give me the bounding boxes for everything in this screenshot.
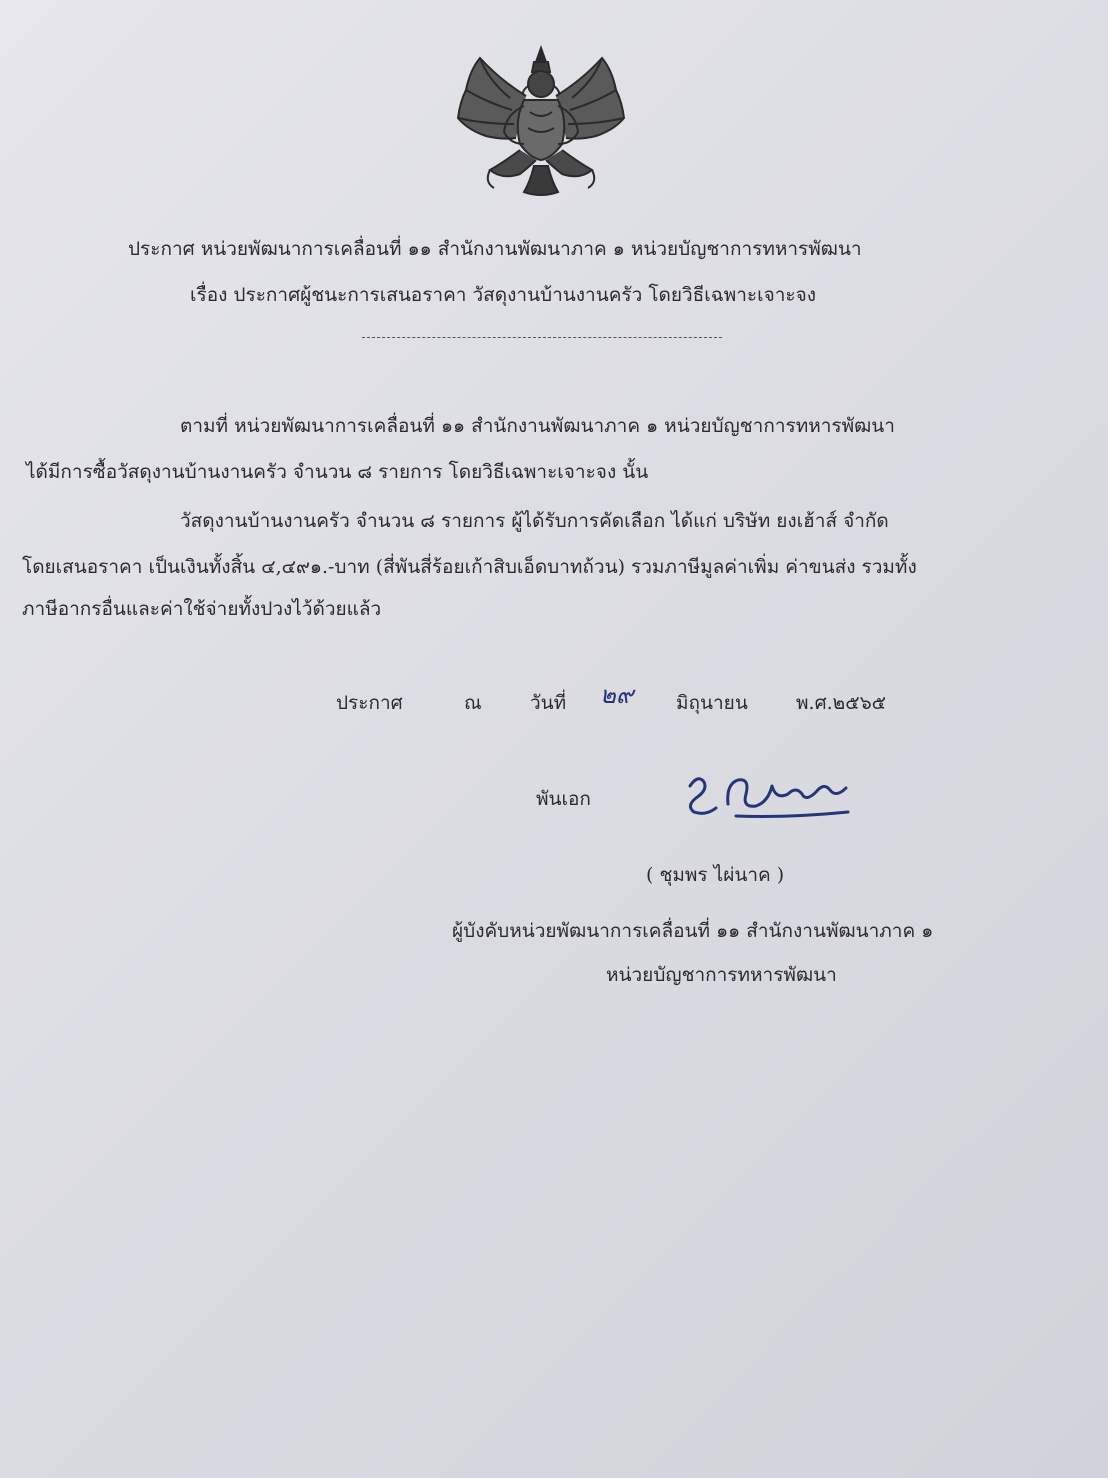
header-divider (362, 337, 722, 338)
date-day-label: วันที่ (530, 692, 567, 714)
body-paragraph-2-line-1: วัสดุงานบ้านงานครัว จำนวน ๘ รายการ ผู้ได้รับการคัดเลือก ได้แก่ บริษัท ยงเฮ้าส์ จำกัด (180, 510, 889, 532)
signer-title-line-1: ผู้บังคับหน่วยพัฒนาการเคลื่อนที่ ๑๑ สำนักงานพัฒนาภาค ๑ (452, 920, 934, 942)
header-line-1: ประกาศ หน่วยพัฒนาการเคลื่อนที่ ๑๑ สำนักงานพัฒนาภาค ๑ หน่วยบัญชาการทหารพัฒนา (128, 238, 862, 260)
signer-rank: พันเอก (536, 788, 591, 810)
body-paragraph-2-line-3: ภาษีอากรอื่นและค่าใช้จ่ายทั้งปวงไว้ด้วยแล้ว (22, 598, 382, 620)
header-subject: เรื่อง ประกาศผู้ชนะการเสนอราคา วัสดุงานบ้านงานครัว โดยวิธีเฉพาะเจาะจง (190, 284, 817, 306)
date-day-handwritten: ๒๙ (600, 681, 634, 709)
garuda-emblem-icon (450, 40, 632, 202)
date-year: พ.ศ.๒๕๖๕ (796, 692, 887, 714)
handwritten-signature (676, 764, 854, 828)
date-month: มิถุนายน (676, 692, 748, 714)
body-paragraph-2-line-2: โดยเสนอราคา เป็นเงินทั้งสิ้น ๔,๔๙๑.-บาท (สี่พันสี่ร้อยเก้าสิบเอ็ดบาทถ้วน) รวมภาษีมูลค่าเพิ่ม ค่าขนส่ง รวมทั้ง (22, 556, 917, 578)
signer-title-line-2: หน่วยบัญชาการทหารพัฒนา (606, 964, 837, 986)
signer-name: ( ชุมพร ไผ่นาค ) (646, 864, 785, 886)
body-paragraph-1-line-1: ตามที่ หน่วยพัฒนาการเคลื่อนที่ ๑๑ สำนักงานพัฒนาภาค ๑ หน่วยบัญชาการทหารพัฒนา (180, 415, 895, 437)
date-at-label: ณ (464, 692, 482, 714)
body-paragraph-1-line-2: ได้มีการซื้อวัสดุงานบ้านงานครัว จำนวน ๘ รายการ โดยวิธีเฉพาะเจาะจง นั้น (26, 461, 649, 483)
date-announce-label: ประกาศ (336, 692, 403, 714)
